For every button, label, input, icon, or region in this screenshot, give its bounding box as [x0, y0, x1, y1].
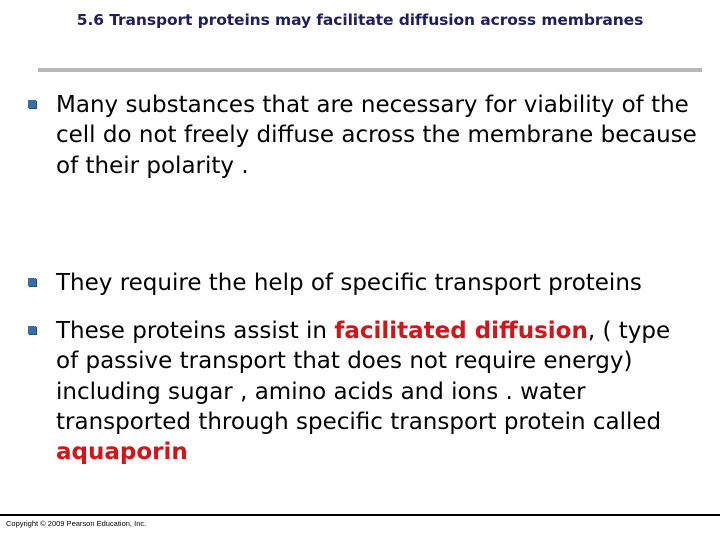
slide-title: 5.6 Transport proteins may facilitate diffusion across membranes	[76, 11, 644, 29]
bullet-text-part: , ( type of passive transport that does not require energy) including sugar , amino acids and ions . water transported through specific transport protein called	[56, 318, 671, 435]
footer-divider	[0, 514, 720, 516]
square-bullet-icon	[28, 278, 36, 286]
bullet-text: They require the help of specific transport proteins	[56, 270, 642, 296]
bullet-item-transport-proteins	[28, 268, 698, 298]
bullet-item-facilitated-diffusion	[28, 316, 698, 467]
bullet-text: Many substances that are necessary for viability of the cell do not freely diffuse across the membrane because of their polarity .	[56, 92, 697, 179]
highlight-term-aquaporin: aquaporin	[56, 439, 188, 466]
title-divider	[38, 68, 702, 72]
square-bullet-icon	[28, 326, 36, 334]
square-bullet-icon	[28, 100, 36, 108]
highlight-term-facilitated-diffusion: facilitated diffusion	[334, 318, 588, 344]
bullet-item-polarity	[28, 90, 698, 181]
bullet-text	[56, 316, 698, 467]
copyright-notice: Copyright © 2009 Pearson Education, Inc.	[6, 519, 147, 528]
bullet-text-part: These proteins assist in	[56, 318, 335, 344]
